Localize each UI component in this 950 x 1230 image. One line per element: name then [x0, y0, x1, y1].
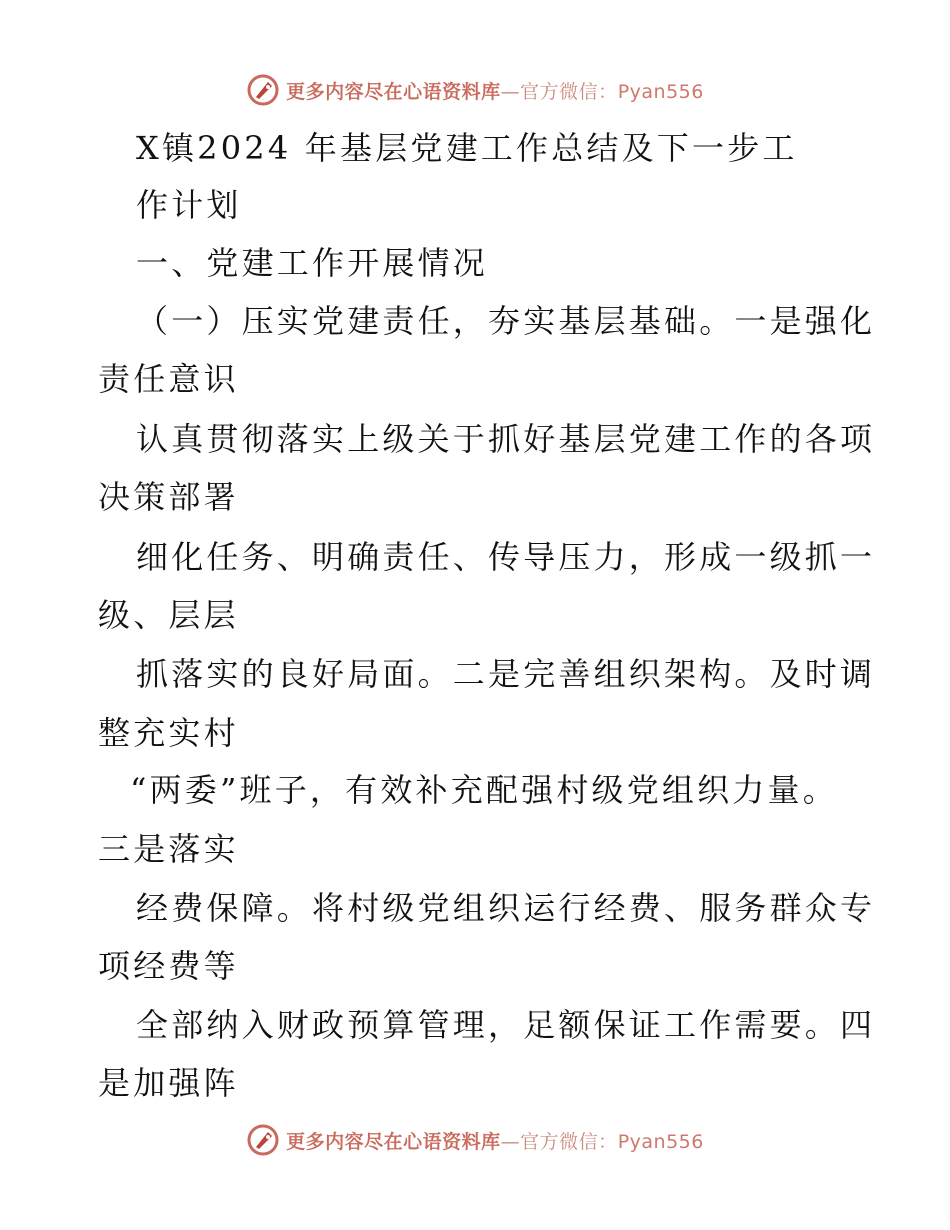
paragraph-line: 三是落实 — [98, 830, 239, 868]
watermark-label: —官方微信： — [500, 1130, 618, 1153]
paragraph-line: 认真贯彻落实上级关于抓好基层党建工作的各项 — [136, 420, 876, 458]
watermark-label: —官方微信： — [500, 80, 618, 103]
paragraph-line: 抓落实的良好局面。二是完善组织架构。及时调 — [136, 655, 876, 693]
paragraph-line: 项经费等 — [98, 947, 239, 985]
document-title-line-1: X镇2024 年基层党建工作总结及下一步工 — [136, 129, 798, 167]
watermark-wechat-id: Pyan556 — [617, 80, 704, 103]
document-title-line-2: 作计划 — [136, 186, 242, 224]
paragraph-line: 整充实村 — [98, 714, 239, 752]
header-watermark — [0, 70, 950, 110]
paragraph-line: （一）压实党建责任，夯实基层基础。一是强化 — [136, 302, 876, 340]
watermark-wechat-id: Pyan556 — [617, 1130, 704, 1153]
paragraph-line: 全部纳入财政预算管理，足额保证工作需要。四 — [136, 1006, 876, 1044]
watermark-text — [286, 1127, 704, 1154]
footer-watermark — [0, 1120, 950, 1160]
watermark-site: 更多内容尽在心语资料库 — [286, 1130, 501, 1153]
section-heading: 一、党建工作开展情况 — [136, 244, 489, 282]
watermark-site: 更多内容尽在心语资料库 — [286, 80, 501, 103]
paragraph-line: 经费保障。将村级党组织运行经费、服务群众专 — [136, 889, 876, 927]
paragraph-line: 级、层层 — [98, 596, 239, 634]
paragraph-line: “两委”班子，有效补充配强村级党组织力量。 — [130, 771, 838, 809]
paragraph-line: 责任意识 — [98, 360, 239, 398]
watermark-text — [286, 77, 704, 104]
paragraph-line: 决策部署 — [98, 478, 239, 516]
paragraph-line: 是加强阵 — [98, 1064, 239, 1102]
pen-nib-circle-icon — [246, 1123, 280, 1157]
pen-nib-circle-icon — [246, 73, 280, 107]
paragraph-line: 细化任务、明确责任、传导压力，形成一级抓一 — [136, 538, 876, 576]
